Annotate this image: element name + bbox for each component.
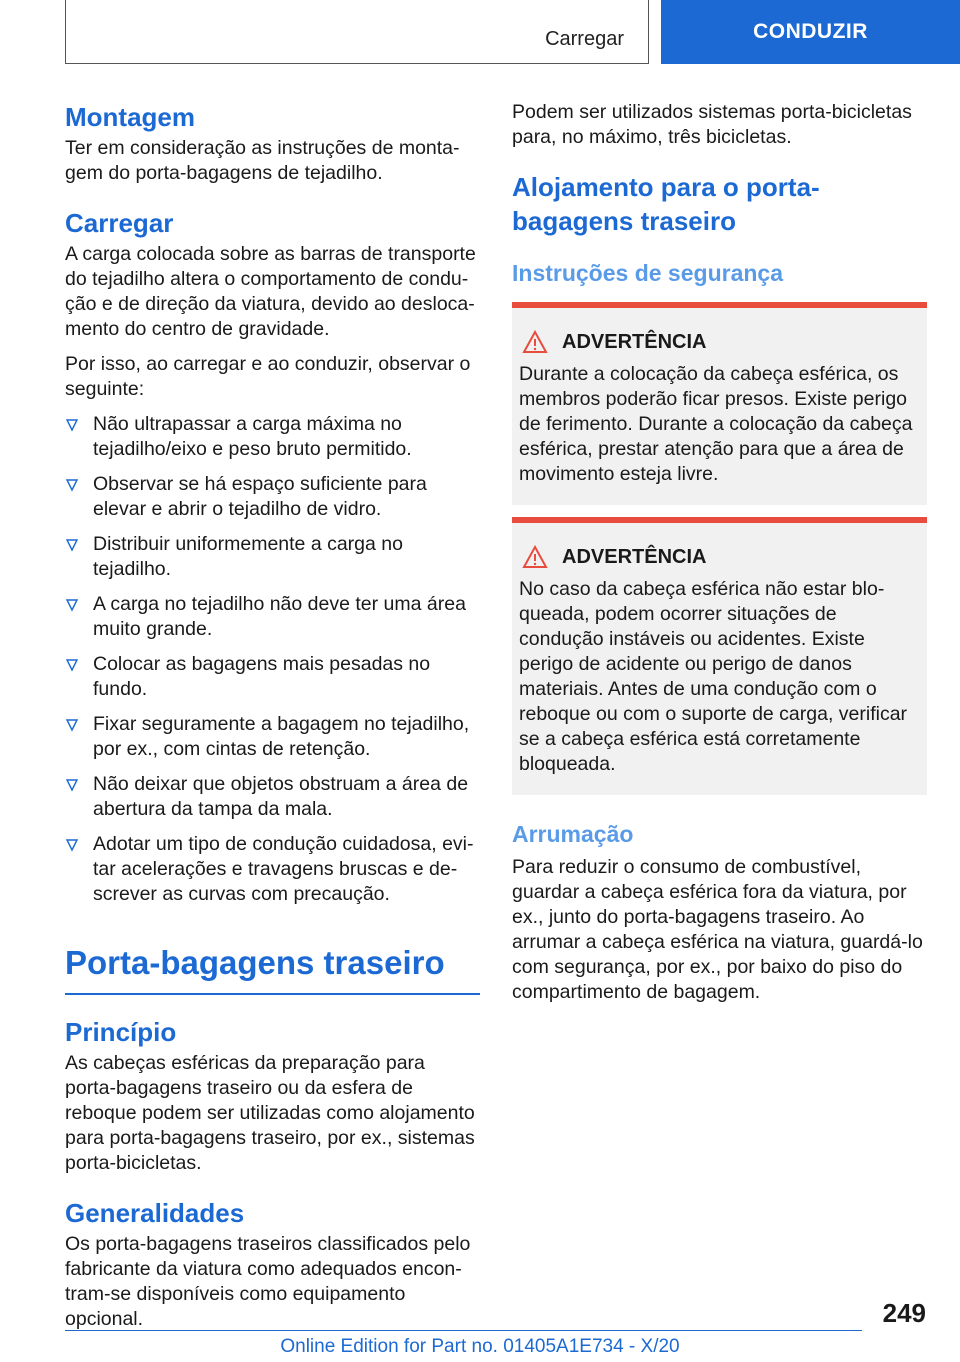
warning-title-row (519, 545, 919, 569)
heading-porta-bagagens-traseiro: Porta-bagagens traseiro (65, 941, 480, 995)
arrumacao-text: Para reduzir o consumo de combustível, guardar a cabeça esférica fora da viatura, por ex., junto do porta-bagagens traseiro. Ao arrumar a cabeça esférica na viatura, guardá-lo com segurança, por ex., por baixo do piso do compartimento de bagagem. (512, 856, 923, 1003)
left-column (65, 100, 480, 1342)
header-section-box (65, 0, 649, 64)
list-item-text: Observar se há espaço suficiente para elevar e abrir o tejadilho de vidro. (93, 473, 427, 520)
list-item (65, 592, 480, 642)
triangle-bullet-icon (65, 418, 79, 432)
list-item (65, 652, 480, 702)
list-item-text: Fixar seguramente a bagagem no tejadilho, por ex., com cintas de retenção. (93, 713, 470, 760)
list-item-text: Adotar um tipo de condução cuidadosa, evitar acelerações e travagens bruscas e descrever as curvas com precaução. (93, 833, 474, 905)
list-item-text: Distribuir uniformemente a carga no tejadilho. (93, 533, 403, 580)
warning-triangle-icon (522, 330, 548, 354)
heading-instrucoes-seguranca: Instruções de segurança (512, 260, 783, 286)
carregar-list (65, 412, 480, 907)
triangle-bullet-icon (65, 778, 79, 792)
footer-edition: Online Edition for Part no. 01405A1E734 - X/20 (280, 1336, 680, 1357)
warning-box (512, 302, 927, 505)
generalidades-text: Os porta-bagagens traseiros classificados pelo fabricante da viatura como adequados encontram-se disponíveis como equipamento opcional. (65, 1233, 471, 1330)
list-item (65, 712, 480, 762)
header-section-title: Carregar (545, 28, 624, 50)
carregar-paragraph-2: Por isso, ao carregar e ao conduzir, observar o seguinte: (65, 353, 471, 400)
warning-title: ADVERTÊNCIA (562, 330, 707, 353)
warning-title-row (519, 330, 919, 354)
heading-generalidades: Generalidades (65, 1198, 245, 1228)
heading-carregar: Carregar (65, 208, 174, 238)
footer-divider (65, 1330, 862, 1331)
warning-triangle-icon (522, 545, 548, 569)
intro-text: Podem ser utilizados sistemas porta-bicicletas para, no máximo, três bicicletas. (512, 101, 912, 148)
list-item (65, 772, 480, 822)
triangle-bullet-icon (65, 658, 79, 672)
triangle-bullet-icon (65, 598, 79, 612)
right-column (512, 100, 927, 1015)
principio-text: As cabeças esféricas da preparação para porta-bagagens traseiro ou da esfera de reboque podem ser utilizadas como alojamento para porta-bagagens traseiro, por ex., sistemas porta-bicicletas. (65, 1052, 475, 1174)
warning-box (512, 517, 927, 795)
warning-text: No caso da cabeça esférica não estar bloqueada, podem ocorrer situações de condução instáveis ou acidentes. Existe perigo de acidente ou perigo de danos materiais. Antes de uma condução com o reboque ou com o suporte de carga, verificar se a cabeça esférica está corretamente bloqueada. (519, 578, 908, 775)
triangle-bullet-icon (65, 538, 79, 552)
heading-montagem: Montagem (65, 102, 195, 132)
list-item-text: Colocar as bagagens mais pesadas no fundo. (93, 653, 431, 700)
list-item (65, 832, 480, 907)
heading-arrumacao: Arrumação (512, 821, 634, 847)
list-item (65, 472, 480, 522)
warning-text: Durante a colocação da cabeça esférica, os membros poderão ficar presos. Existe perigo de ferimento. Durante a colocação da cabeça esférica, prestar atenção para que a área de movimento esteja livre. (519, 363, 913, 485)
triangle-bullet-icon (65, 478, 79, 492)
list-item-text: Não deixar que objetos obstruam a área de abertura da tampa da mala. (93, 773, 469, 820)
heading-principio: Princípio (65, 1017, 177, 1047)
header-chapter-tab[interactable]: CONDUZIR (661, 0, 960, 64)
montagem-text: Ter em consideração as instruções de montagem do porta-bagagens de tejadilho. (65, 137, 460, 184)
list-item-text: A carga no tejadilho não deve ter uma área muito grande. (93, 593, 466, 640)
list-item (65, 532, 480, 582)
triangle-bullet-icon (65, 838, 79, 852)
list-item-text: Não ultrapassar a carga máxima no tejadilho/eixo e peso bruto permitido. (93, 413, 412, 460)
page-number: 249 (882, 1298, 926, 1328)
carregar-paragraph-1: A carga colocada sobre as barras de transporte do tejadilho altera o comportamento de condução e de direção da viatura, devido ao deslocamento do centro de gravidade. (65, 243, 476, 340)
heading-alojamento: Alojamento para o porta-bagagens traseiro (512, 172, 820, 236)
list-item (65, 412, 480, 462)
triangle-bullet-icon (65, 718, 79, 732)
warning-title: ADVERTÊNCIA (562, 545, 707, 568)
